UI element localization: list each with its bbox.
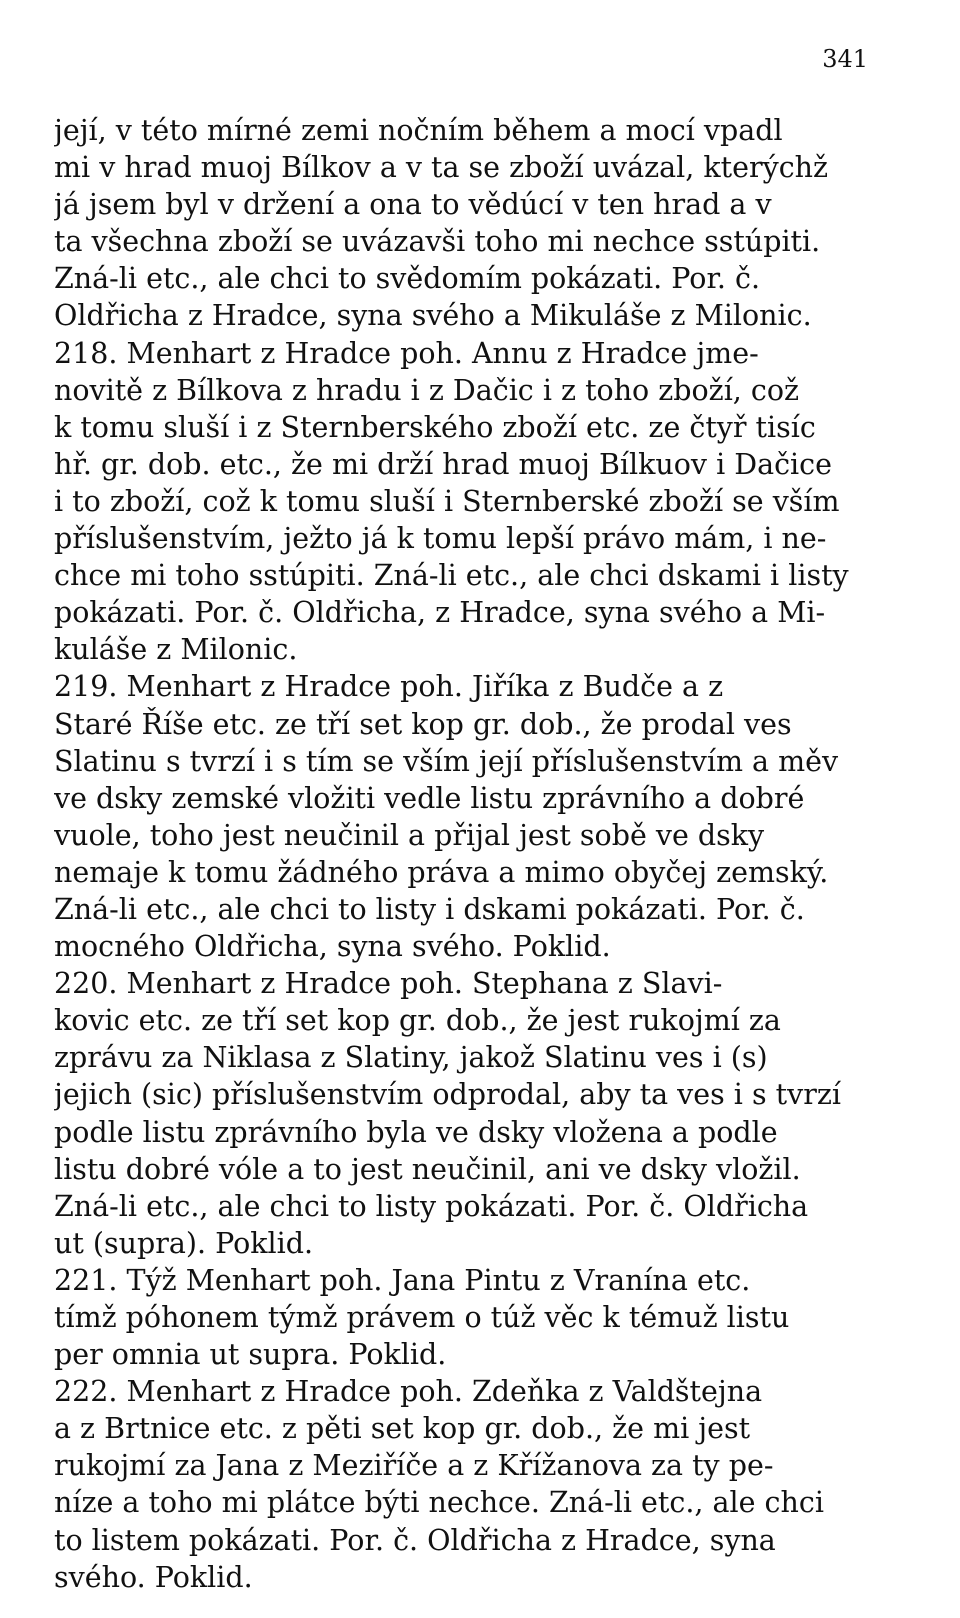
text-line: jejich (sic) příslušenstvím odprodal, aby ta ves i s tvrzí <box>54 1078 841 1112</box>
text-line: 218. Menhart z Hradce poh. Annu z Hradce jme- <box>54 336 759 370</box>
text-line: podle listu zprávního byla ve dsky vložena a podle <box>54 1115 778 1149</box>
text-line: hř. gr. dob. etc., že mi drží hrad muoj Bílkuov i Dačice <box>54 447 832 481</box>
text-line: níze a toho mi plátce býti nechce. Zná-li etc., ale chci <box>54 1486 824 1520</box>
text-line: nemaje k tomu žádného práva a mimo obyčej zemský. <box>54 855 829 889</box>
text-line: její, v této mírné zemi nočním během a mocí vpadl <box>54 114 783 147</box>
text-line: svého. Poklid. <box>54 1560 253 1594</box>
text-line: já jsem byl v držení a ona to vědúcí v ten hrad a v <box>54 188 772 222</box>
text-line: 222. Menhart z Hradce poh. Zdeňka z Valdštejna <box>54 1375 763 1409</box>
text-line: listu dobré vóle a to jest neučinil, ani ve dsky vložil. <box>54 1152 801 1186</box>
text-line: ta všechna zboží se uvázavši toho mi nechce sstúpiti. <box>54 225 821 259</box>
text-line: a z Brtnice etc. z pěti set kop gr. dob., že mi jest <box>54 1412 751 1446</box>
text-line: i to zboží, což k tomu sluší i Sternberské zboží se vším <box>54 484 840 518</box>
text-line: per omnia ut supra. Poklid. <box>54 1338 447 1372</box>
text-line: vuole, toho jest neučinil a přijal jest sobě ve dsky <box>54 818 765 852</box>
text-line: novitě z Bílkova z hradu i z Dačic i z toho zboží, což <box>54 373 800 407</box>
text-line: pokázati. Por. č. Oldřicha, z Hradce, syna svého a Mi- <box>54 596 826 630</box>
text-line: Zná-li etc., ale chci to listy pokázati. Por. č. Oldřicha <box>54 1189 809 1223</box>
text-line: ut (supra). Poklid. <box>54 1226 314 1260</box>
page-number: 341 <box>822 45 868 73</box>
text-line: rukojmí za Jana z Meziříče a z Křížanova za ty pe- <box>54 1449 774 1483</box>
text-line: k tomu sluší i z Sternberského zboží etc. ze čtyř tisíc <box>54 410 816 444</box>
text-line: příslušenstvím, ježto já k tomu lepší právo mám, i ne- <box>54 522 827 556</box>
text-line: 219. Menhart z Hradce poh. Jiříka z Budče a z <box>54 670 724 704</box>
text-line: Zná-li etc., ale chci to svědomím pokázati. Por. č. <box>54 262 761 296</box>
text-line: mi v hrad muoj Bílkov a v ta se zboží uvázal, kterýchž <box>54 151 829 185</box>
text-line: tímž póhonem týmž právem o túž věc k témuž listu <box>54 1301 790 1334</box>
text-line: 220. Menhart z Hradce poh. Stephana z Slavi- <box>54 967 723 1001</box>
text-line: 221. Týž Menhart poh. Jana Pintu z Vranína etc. <box>54 1263 751 1297</box>
text-line: chce mi toho sstúpiti. Zná-li etc., ale chci dskami i listy <box>54 559 849 593</box>
text-line: mocného Oldřicha, syna svého. Poklid. <box>54 930 611 964</box>
text-line: to listem pokázati. Por. č. Oldřicha z Hradce, syna <box>54 1523 776 1557</box>
text-line: Slatinu s tvrzí i s tím se vším její příslušenstvím a měv <box>54 744 839 778</box>
text-line: ve dsky zemské vložiti vedle listu zprávního a dobré <box>54 781 805 815</box>
text-line: kovic etc. ze tří set kop gr. dob., že jest rukojmí za <box>54 1004 781 1038</box>
page-body <box>54 112 866 1596</box>
text-line: kuláše z Milonic. <box>54 633 298 667</box>
text-line: zprávu za Niklasa z Slatiny, jakož Slatinu ves i (s) <box>54 1041 768 1075</box>
text-line: Zná-li etc., ale chci to listy i dskami pokázati. Por. č. <box>54 892 805 926</box>
text-line: Oldřicha z Hradce, syna svého a Mikuláše z Milonic. <box>54 299 812 333</box>
text-line: Staré Říše etc. ze tří set kop gr. dob., že prodal ves <box>54 707 792 741</box>
